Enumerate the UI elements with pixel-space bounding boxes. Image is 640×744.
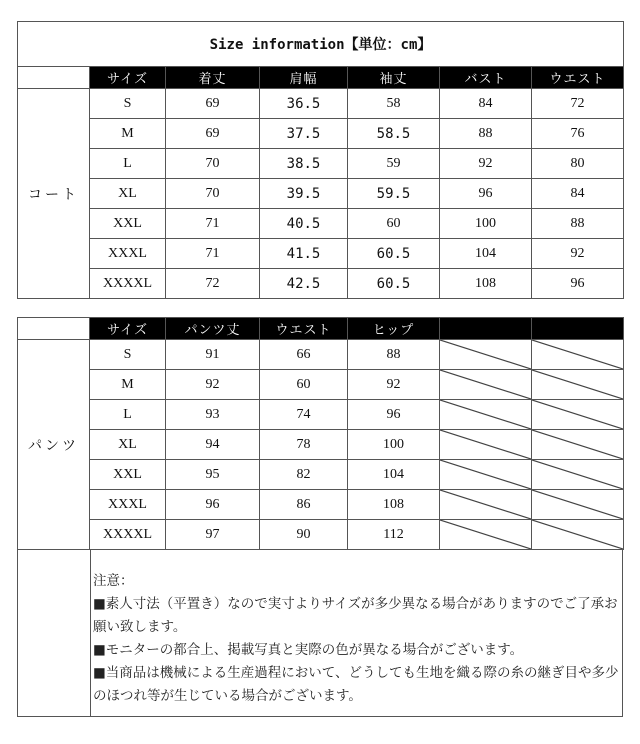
diagonal-empty-cell: [440, 340, 532, 370]
table-row: [18, 520, 624, 550]
table-cell: 84: [440, 89, 532, 119]
table-cell: XXL: [90, 209, 166, 239]
table-cell: 42.5: [260, 269, 348, 299]
table-cell: 104: [348, 460, 440, 490]
table-cell: XL: [90, 179, 166, 209]
table-cell: 91: [166, 340, 260, 370]
table-row: [18, 89, 624, 119]
table-cell: L: [90, 149, 166, 179]
table-cell: M: [90, 119, 166, 149]
diagonal-empty-cell: [440, 460, 532, 490]
table-cell: XXL: [90, 460, 166, 490]
pants-header-empty: [532, 318, 624, 340]
table-cell: 70: [166, 179, 260, 209]
table-cell: 92: [348, 370, 440, 400]
coat-header: ウエスト: [532, 67, 624, 89]
coat-category-label: コート: [18, 89, 90, 299]
table-cell: 66: [260, 340, 348, 370]
table-cell: 60: [260, 370, 348, 400]
table-cell: 104: [440, 239, 532, 269]
table-row: [18, 430, 624, 460]
table-row: [18, 149, 624, 179]
table-row: [18, 460, 624, 490]
notes-item: ■当商品は機械による生産過程において、どうしても生地を織る際の糸の継ぎ目や多少のほつれ等が生じている場合がございます。: [93, 665, 619, 704]
table-cell: 96: [348, 400, 440, 430]
notes-item: ■素人寸法（平置き）なので実寸よりサイズが多少異なる場合がありますのでご了承お願い致します。: [93, 596, 618, 635]
table-cell: 41.5: [260, 239, 348, 269]
table-row: [18, 490, 624, 520]
table-cell: 72: [532, 89, 624, 119]
table-cell: 88: [348, 340, 440, 370]
pants-category-label: パンツ: [18, 340, 90, 550]
table-cell: 88: [532, 209, 624, 239]
table-cell: 78: [260, 430, 348, 460]
table-cell: 36.5: [260, 89, 348, 119]
diagonal-empty-cell: [532, 430, 624, 460]
table-cell: 97: [166, 520, 260, 550]
diagonal-empty-cell: [532, 460, 624, 490]
table-cell: 100: [348, 430, 440, 460]
table-cell: XXXL: [90, 239, 166, 269]
table-row: [18, 179, 624, 209]
notes-item: ■モニターの都合上、掲載写真と実際の色が異なる場合がございます。: [93, 642, 524, 658]
header-blank: [18, 67, 90, 89]
table-cell: 96: [532, 269, 624, 299]
table-cell: 108: [348, 490, 440, 520]
table-row: [18, 269, 624, 299]
pants-header: パンツ丈: [166, 318, 260, 340]
table-title: Size information【単位：cm】: [18, 22, 624, 67]
table-cell: 93: [166, 400, 260, 430]
table-cell: 69: [166, 89, 260, 119]
table-cell: 58.5: [348, 119, 440, 149]
coat-header: 着丈: [166, 67, 260, 89]
table-cell: 96: [166, 490, 260, 520]
table-row: [18, 209, 624, 239]
diagonal-empty-cell: [440, 400, 532, 430]
table-cell: 60: [348, 209, 440, 239]
table-cell: 88: [440, 119, 532, 149]
table-cell: L: [90, 400, 166, 430]
notes-heading: 注意：: [93, 573, 134, 589]
coat-header: 袖丈: [348, 67, 440, 89]
diagonal-empty-cell: [532, 490, 624, 520]
table-cell: XXXXL: [90, 520, 166, 550]
table-cell: 82: [260, 460, 348, 490]
diagonal-empty-cell: [440, 520, 532, 550]
diagonal-empty-cell: [532, 370, 624, 400]
table-row: [18, 400, 624, 430]
table-cell: 59.5: [348, 179, 440, 209]
diagonal-empty-cell: [440, 430, 532, 460]
notes-text: [93, 570, 628, 708]
table-row: [18, 340, 624, 370]
table-cell: 76: [532, 119, 624, 149]
table-cell: 112: [348, 520, 440, 550]
table-cell: 95: [166, 460, 260, 490]
table-cell: 84: [532, 179, 624, 209]
table-row: [18, 370, 624, 400]
table-row: [18, 239, 624, 269]
table-cell: 96: [440, 179, 532, 209]
diagonal-empty-cell: [532, 340, 624, 370]
table-cell: 59: [348, 149, 440, 179]
table-cell: 58: [348, 89, 440, 119]
table-cell: 60.5: [348, 239, 440, 269]
pants-header: サイズ: [90, 318, 166, 340]
table-cell: XXXXL: [90, 269, 166, 299]
table-cell: 39.5: [260, 179, 348, 209]
coat-header: 肩幅: [260, 67, 348, 89]
table-cell: M: [90, 370, 166, 400]
diagonal-empty-cell: [440, 490, 532, 520]
table-cell: 100: [440, 209, 532, 239]
table-cell: S: [90, 340, 166, 370]
coat-header-row: [18, 67, 624, 89]
table-cell: 37.5: [260, 119, 348, 149]
table-cell: 94: [166, 430, 260, 460]
table-cell: 74: [260, 400, 348, 430]
notes-divider: [90, 550, 91, 716]
table-cell: 72: [166, 269, 260, 299]
diagonal-empty-cell: [532, 520, 624, 550]
table-cell: 60.5: [348, 269, 440, 299]
table-cell: S: [90, 89, 166, 119]
pants-header-row: [18, 318, 624, 340]
table-cell: 70: [166, 149, 260, 179]
diagonal-empty-cell: [440, 370, 532, 400]
diagonal-empty-cell: [532, 400, 624, 430]
table-cell: 92: [166, 370, 260, 400]
table-cell: 69: [166, 119, 260, 149]
table-cell: XL: [90, 430, 166, 460]
table-cell: 90: [260, 520, 348, 550]
table-cell: 92: [440, 149, 532, 179]
table-cell: 86: [260, 490, 348, 520]
table-row: [18, 119, 624, 149]
table-cell: 71: [166, 239, 260, 269]
table-cell: 108: [440, 269, 532, 299]
pants-header: ウエスト: [260, 318, 348, 340]
table-cell: 40.5: [260, 209, 348, 239]
header-blank: [18, 318, 90, 340]
pants-size-table: [17, 317, 624, 550]
coat-header: バスト: [440, 67, 532, 89]
table-cell: 92: [532, 239, 624, 269]
table-cell: 38.5: [260, 149, 348, 179]
coat-header: サイズ: [90, 67, 166, 89]
pants-header-empty: [440, 318, 532, 340]
table-cell: XXXL: [90, 490, 166, 520]
table-cell: 80: [532, 149, 624, 179]
pants-header: ヒップ: [348, 318, 440, 340]
coat-size-table: [17, 21, 624, 299]
table-cell: 71: [166, 209, 260, 239]
